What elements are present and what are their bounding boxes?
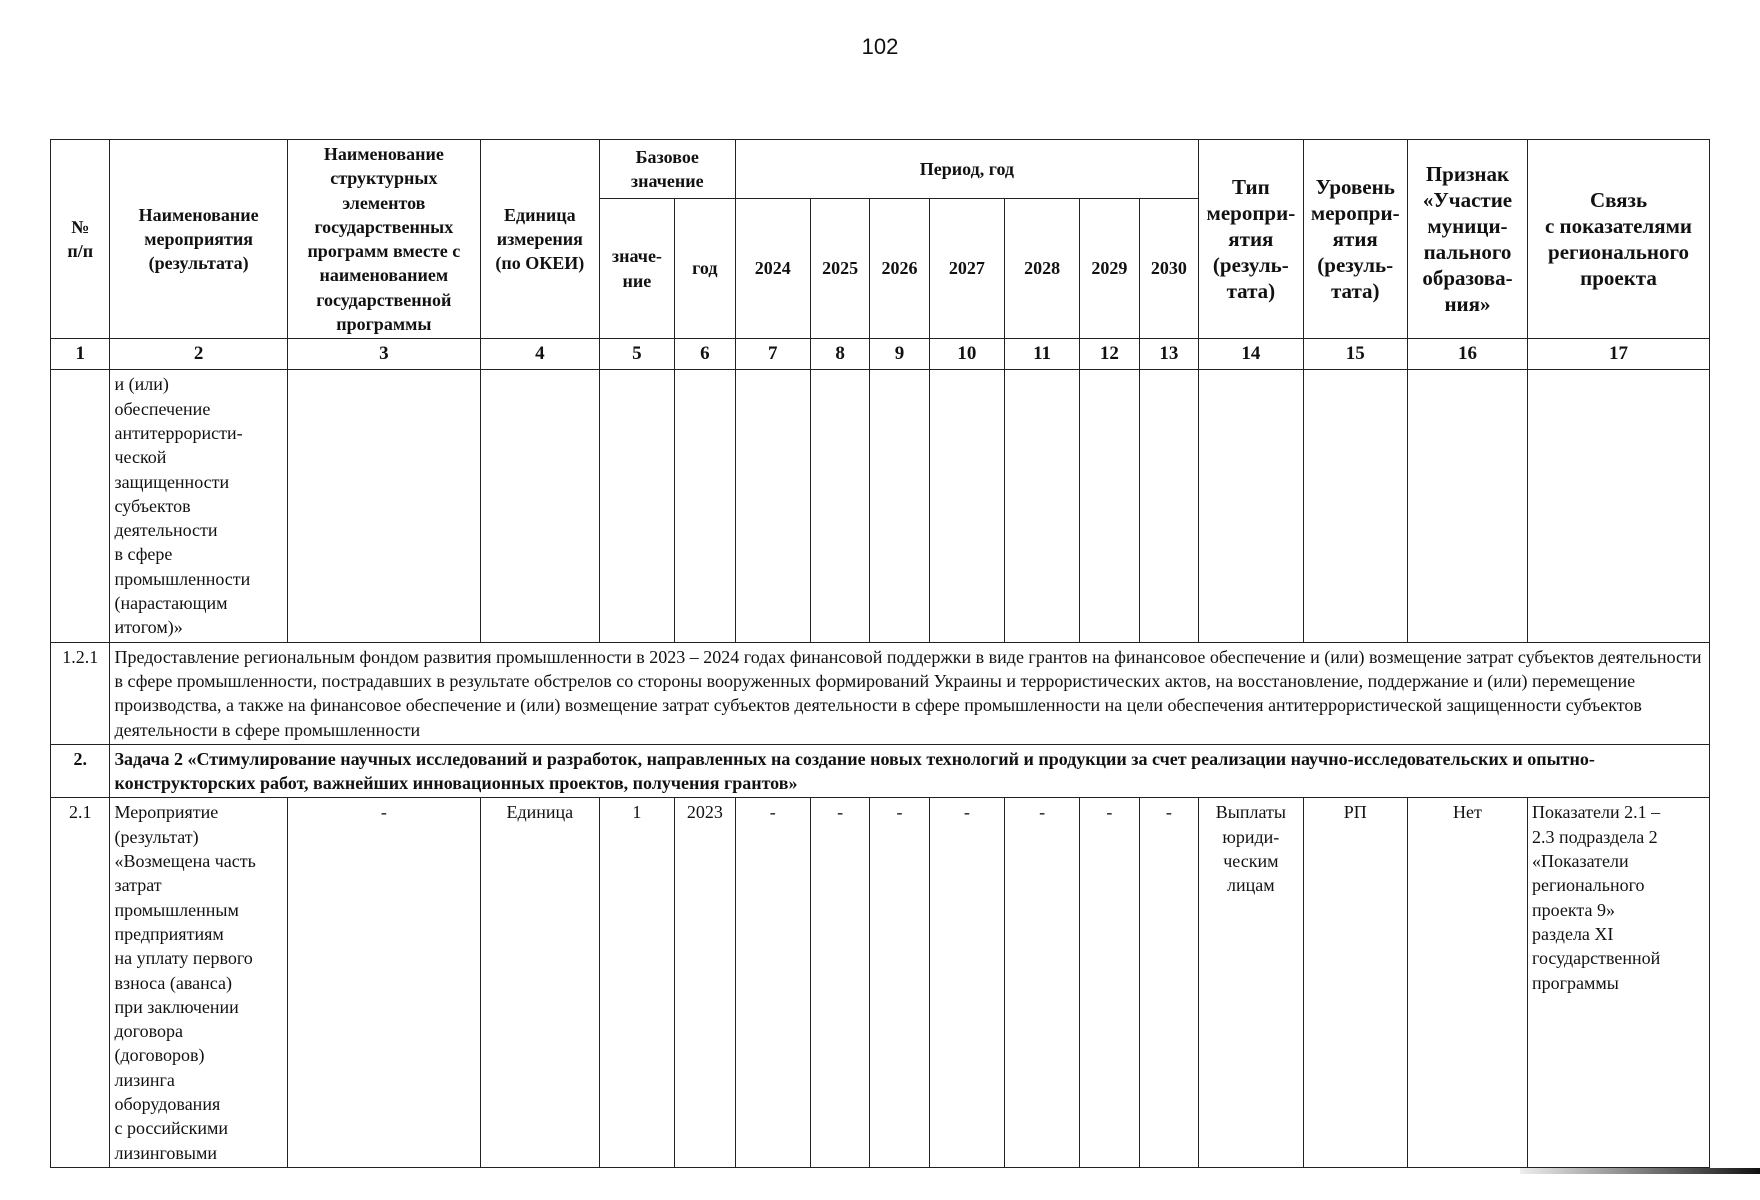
column-number: 11 [1004,339,1079,370]
row-number: 1.2.1 [51,642,110,744]
table-cell [599,370,674,642]
table-cell [870,370,929,642]
continuation-name-cell: и (или) обеспечение антитеррористи- ческой защищенности субъектов деятельности в сфере промышленности (нарастающим итогом)» [110,370,287,642]
column-number: 14 [1199,339,1303,370]
header-year-2029: 2029 [1080,198,1139,339]
column-number: 15 [1303,339,1407,370]
header-link: Связь с показателями регионального проекта [1528,140,1710,339]
header-name: Наименование мероприятия (результата) [110,140,287,339]
row-2-1-base-value: 1 [599,798,674,1167]
row-2-1-link: Показатели 2.1 – 2.3 подраздела 2 «Показатели регионального проекта 9» раздела XI государственной программы [1528,798,1710,1167]
task-2-row [51,744,1710,798]
table-cell [810,370,869,642]
header-base-value: значе- ние [599,198,674,339]
column-number: 5 [599,339,674,370]
table-cell [1528,370,1710,642]
table-cell [1004,370,1079,642]
row-2-1-name: Мероприятие (результат) «Возмещена часть затрат промышленным предприятиям на уплату первого взноса (аванса) при заключении договора (договоров) лизинга оборудования с российскими лизинговыми [110,798,287,1167]
table-cell [735,370,810,642]
header-type: Тип меропри- ятия (резуль- тата) [1199,140,1303,339]
row-2-1-sign: Нет [1407,798,1527,1167]
column-number: 12 [1080,339,1139,370]
table-cell [1080,370,1139,642]
table-cell [1303,370,1407,642]
continuation-row [51,370,1710,642]
row-2-1-base-year: 2023 [675,798,736,1167]
task-2-text: Задача 2 «Стимулирование научных исследований и разработок, направленных на создание новых технологий и продукции за счет реализации научно-исследовательских и опытно-конструкторских работ, важнейших инновационных проектов, получения грантов» [110,744,1710,798]
row-2-1-year-2026: - [870,798,929,1167]
column-number: 10 [929,339,1004,370]
row-2-1-type: Выплаты юриди- ческим лицам [1199,798,1303,1167]
column-number: 9 [870,339,929,370]
header-base-year: год [675,198,736,339]
header-year-2026: 2026 [870,198,929,339]
table-cell [51,370,110,642]
header-level: Уровень меропри- ятия (резуль- тата) [1303,140,1407,339]
column-number: 16 [1407,339,1527,370]
row-2-1-year-2030: - [1139,798,1199,1167]
header-year-2027: 2027 [929,198,1004,339]
row-1-2-1-text: Предоставление региональным фондом развития промышленности в 2023 – 2024 годах финансовой поддержки в виде грантов на финансовое обеспечение и (или) возмещение затрат субъектов деятельности в сфере промышленности, пострадавших в результате обстрелов со стороны вооруженных формирований Украины и террористических актов, на восстановление, поддержание и (или) перемещение производства, а также на финансовое обеспечение и (или) возмещение затрат субъектов деятельности в сфере промышленности на цели обеспечения антитеррористической защищенности субъектов деятельности в сфере промышленности [110,642,1710,744]
row-1-2-1 [51,642,1710,744]
row-2-1-year-2028: - [1004,798,1079,1167]
task-number: 2. [51,744,110,798]
scan-edge-line [1520,1168,1760,1174]
table-cell [929,370,1004,642]
header-num: № п/п [51,140,110,339]
column-number: 17 [1528,339,1710,370]
page-number: 102 [861,34,899,59]
row-2-1-year-2024: - [735,798,810,1167]
row-2-1-unit: Единица [480,798,599,1167]
row-2-1-year-2029: - [1080,798,1139,1167]
column-number: 7 [735,339,810,370]
table-cell [1199,370,1303,642]
column-number: 6 [675,339,736,370]
column-number: 13 [1139,339,1199,370]
header-year-2030: 2030 [1139,198,1199,339]
table-cell [1139,370,1199,642]
header-unit: Единица измерения (по ОКЕИ) [480,140,599,339]
column-number: 2 [110,339,287,370]
table-cell [287,370,480,642]
row-2-1-year-2025: - [810,798,869,1167]
header-base: Базовое значение [599,140,735,199]
column-number: 8 [810,339,869,370]
header-period: Период, год [735,140,1199,199]
row-2-1-level: РП [1303,798,1407,1167]
column-number: 3 [287,339,480,370]
program-table [50,139,1710,1168]
row-2-1 [51,798,1710,1167]
row-number: 2.1 [51,798,110,1167]
header-structural: Наименование структурных элементов государственных программ вместе с наименованием государственной программы [287,140,480,339]
header-year-2028: 2028 [1004,198,1079,339]
header-sign: Признак «Участие муници- пального образова- ния» [1407,140,1527,339]
table-cell [675,370,736,642]
row-2-1-structural: - [287,798,480,1167]
table-cell [1407,370,1527,642]
table-cell [480,370,599,642]
header-year-2024: 2024 [735,198,810,339]
row-2-1-year-2027: - [929,798,1004,1167]
header-year-2025: 2025 [810,198,869,339]
column-number: 1 [51,339,110,370]
column-number: 4 [480,339,599,370]
